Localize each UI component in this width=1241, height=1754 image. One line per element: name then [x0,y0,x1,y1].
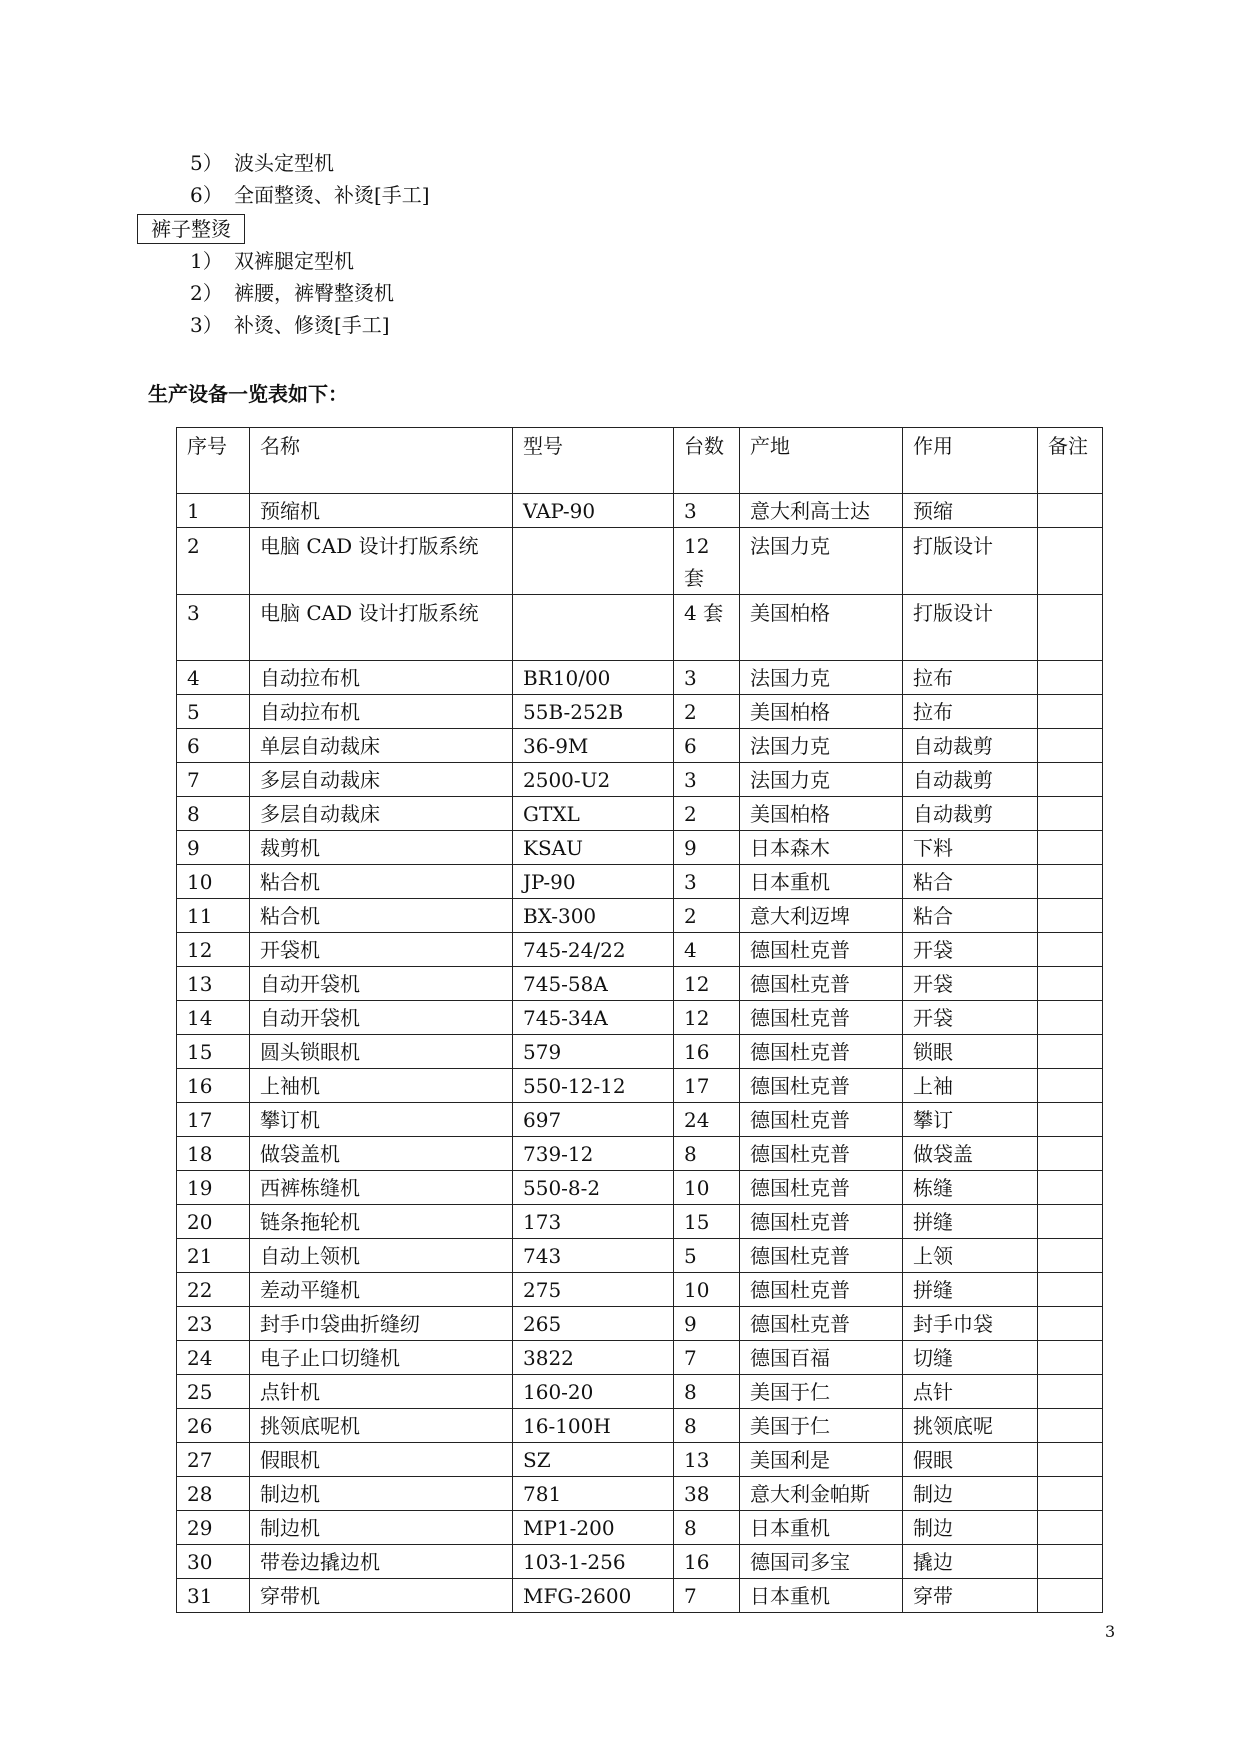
table-row [177,729,1103,763]
cell-note [1038,661,1103,695]
cell-origin: 德国杜克普 [740,1307,903,1341]
cell-origin: 德国杜克普 [740,1205,903,1239]
cell-no: 27 [177,1443,250,1477]
cell-origin: 美国利是 [740,1443,903,1477]
table-heading: 生产设备一览表如下： [148,382,348,406]
list-item-number: 6） [190,183,223,207]
cell-note [1038,1545,1103,1579]
cell-qty: 4 套 [674,595,740,661]
cell-qty: 2 [674,695,740,729]
cell-origin: 美国柏格 [740,695,903,729]
table-header-row [177,428,1103,494]
cell-qty: 17 [674,1069,740,1103]
cell-use: 假眼 [903,1443,1038,1477]
equipment-table-body [177,428,1103,1613]
table-row [177,933,1103,967]
cell-no: 5 [177,695,250,729]
list-item-text: 波头定型机 [234,151,334,175]
list-item [190,181,430,209]
cell-model: 550-8-2 [513,1171,674,1205]
cell-origin: 日本森木 [740,831,903,865]
cell-name: 粘合机 [250,899,513,933]
table-row [177,865,1103,899]
cell-use: 开袋 [903,933,1038,967]
cell-origin: 德国杜克普 [740,1103,903,1137]
cell-note [1038,494,1103,528]
cell-model: 579 [513,1035,674,1069]
cell-no: 18 [177,1137,250,1171]
cell-origin: 法国力克 [740,729,903,763]
cell-note [1038,899,1103,933]
cell-model: 275 [513,1273,674,1307]
cell-qty: 4 [674,933,740,967]
cell-use: 粘合 [903,899,1038,933]
cell-no: 10 [177,865,250,899]
cell-no: 22 [177,1273,250,1307]
table-row [177,1409,1103,1443]
cell-no: 30 [177,1545,250,1579]
column-header: 序号 [177,428,250,494]
column-header: 型号 [513,428,674,494]
cell-model: BX-300 [513,899,674,933]
cell-qty: 3 [674,865,740,899]
cell-name: 穿带机 [250,1579,513,1613]
cell-name: 挑领底呢机 [250,1409,513,1443]
cell-note [1038,1273,1103,1307]
cell-note [1038,1307,1103,1341]
cell-model: 550-12-12 [513,1069,674,1103]
table-row [177,1273,1103,1307]
page-number: 3 [1105,1622,1116,1641]
cell-note [1038,1579,1103,1613]
cell-model: 173 [513,1205,674,1239]
list-item [190,279,394,307]
cell-name: 做袋盖机 [250,1137,513,1171]
cell-origin: 德国杜克普 [740,1171,903,1205]
cell-name: 封手巾袋曲折缝纫 [250,1307,513,1341]
cell-no: 21 [177,1239,250,1273]
cell-no: 25 [177,1375,250,1409]
cell-note [1038,831,1103,865]
cell-qty: 3 [674,661,740,695]
cell-name: 攀订机 [250,1103,513,1137]
cell-name: 电脑 CAD 设计打版系统 [250,528,513,595]
cell-use: 做袋盖 [903,1137,1038,1171]
cell-note [1038,967,1103,1001]
column-header: 台数 [674,428,740,494]
cell-name: 链条拖轮机 [250,1205,513,1239]
cell-note [1038,1171,1103,1205]
cell-note [1038,1511,1103,1545]
cell-name: 电子止口切缝机 [250,1341,513,1375]
cell-origin: 德国杜克普 [740,1035,903,1069]
cell-use: 拼缝 [903,1273,1038,1307]
cell-qty: 7 [674,1341,740,1375]
cell-note [1038,797,1103,831]
table-row [177,1443,1103,1477]
cell-no: 11 [177,899,250,933]
cell-qty: 24 [674,1103,740,1137]
cell-origin: 德国杜克普 [740,1001,903,1035]
cell-origin: 德国杜克普 [740,967,903,1001]
cell-no: 14 [177,1001,250,1035]
cell-qty: 8 [674,1511,740,1545]
cell-no: 24 [177,1341,250,1375]
cell-use: 挑领底呢 [903,1409,1038,1443]
cell-no: 12 [177,933,250,967]
cell-model: 103-1-256 [513,1545,674,1579]
table-row [177,1103,1103,1137]
cell-use: 开袋 [903,967,1038,1001]
list-item [190,149,334,177]
table-row [177,695,1103,729]
cell-origin: 德国杜克普 [740,1137,903,1171]
cell-no: 17 [177,1103,250,1137]
cell-note [1038,1069,1103,1103]
cell-model: 55B-252B [513,695,674,729]
cell-model: 743 [513,1239,674,1273]
cell-model: BR10/00 [513,661,674,695]
cell-name: 制边机 [250,1477,513,1511]
cell-no: 1 [177,494,250,528]
cell-use: 拉布 [903,695,1038,729]
table-row [177,831,1103,865]
cell-model: 160-20 [513,1375,674,1409]
cell-qty: 38 [674,1477,740,1511]
cell-note [1038,1375,1103,1409]
cell-qty: 10 [674,1171,740,1205]
cell-use: 打版设计 [903,595,1038,661]
table-row [177,1477,1103,1511]
cell-use: 上袖 [903,1069,1038,1103]
cell-use: 开袋 [903,1001,1038,1035]
cell-name: 自动开袋机 [250,967,513,1001]
cell-no: 28 [177,1477,250,1511]
table-row [177,1307,1103,1341]
cell-model: MP1-200 [513,1511,674,1545]
cell-origin: 日本重机 [740,1511,903,1545]
cell-model: 745-58A [513,967,674,1001]
cell-model: MFG-2600 [513,1579,674,1613]
column-header: 名称 [250,428,513,494]
cell-note [1038,865,1103,899]
cell-no: 15 [177,1035,250,1069]
table-row [177,595,1103,661]
cell-note [1038,1205,1103,1239]
cell-use: 栋缝 [903,1171,1038,1205]
column-header: 备注 [1038,428,1103,494]
cell-no: 16 [177,1069,250,1103]
cell-origin: 美国于仁 [740,1375,903,1409]
table-row [177,1205,1103,1239]
table-row [177,967,1103,1001]
list-item [190,311,390,339]
cell-use: 切缝 [903,1341,1038,1375]
table-row [177,661,1103,695]
cell-origin: 意大利高士达 [740,494,903,528]
cell-name: 开袋机 [250,933,513,967]
cell-use: 自动裁剪 [903,797,1038,831]
cell-origin: 法国力克 [740,661,903,695]
cell-origin: 美国于仁 [740,1409,903,1443]
cell-note [1038,729,1103,763]
cell-qty: 2 [674,899,740,933]
cell-use: 上领 [903,1239,1038,1273]
section-label-box: 裤子整烫 [137,214,245,244]
cell-model [513,595,674,661]
list-item-number: 1） [190,249,223,273]
list-item-text: 补烫、修烫[手工] [234,313,390,337]
cell-no: 13 [177,967,250,1001]
cell-qty: 5 [674,1239,740,1273]
cell-model: 16-100H [513,1409,674,1443]
table-row [177,1137,1103,1171]
cell-name: 点针机 [250,1375,513,1409]
cell-qty: 8 [674,1409,740,1443]
cell-origin: 意大利迈埤 [740,899,903,933]
cell-origin: 日本重机 [740,1579,903,1613]
cell-use: 拼缝 [903,1205,1038,1239]
cell-name: 假眼机 [250,1443,513,1477]
cell-qty: 7 [674,1579,740,1613]
cell-origin: 德国百福 [740,1341,903,1375]
cell-no: 2 [177,528,250,595]
cell-note [1038,595,1103,661]
cell-use: 自动裁剪 [903,729,1038,763]
cell-no: 29 [177,1511,250,1545]
cell-use: 打版设计 [903,528,1038,595]
cell-use: 撬边 [903,1545,1038,1579]
cell-model: 781 [513,1477,674,1511]
cell-no: 23 [177,1307,250,1341]
cell-name: 多层自动裁床 [250,763,513,797]
cell-origin: 德国杜克普 [740,1069,903,1103]
cell-note [1038,1035,1103,1069]
cell-model: 36-9M [513,729,674,763]
cell-no: 3 [177,595,250,661]
table-row [177,1511,1103,1545]
cell-model: 2500-U2 [513,763,674,797]
cell-model: 3822 [513,1341,674,1375]
cell-model [513,528,674,595]
cell-note [1038,1239,1103,1273]
cell-name: 自动拉布机 [250,695,513,729]
cell-use: 封手巾袋 [903,1307,1038,1341]
table-row [177,1239,1103,1273]
cell-model: KSAU [513,831,674,865]
column-header: 产地 [740,428,903,494]
list-item-number: 2） [190,281,223,305]
cell-no: 31 [177,1579,250,1613]
list-item [190,247,354,275]
cell-no: 8 [177,797,250,831]
cell-no: 26 [177,1409,250,1443]
cell-qty: 15 [674,1205,740,1239]
table-row [177,1069,1103,1103]
cell-qty: 3 [674,494,740,528]
cell-note [1038,695,1103,729]
cell-name: 多层自动裁床 [250,797,513,831]
cell-use: 制边 [903,1477,1038,1511]
cell-note [1038,1477,1103,1511]
table-row [177,1001,1103,1035]
cell-origin: 法国力克 [740,528,903,595]
cell-no: 6 [177,729,250,763]
list-item-text: 裤腰，裤臀整烫机 [234,281,394,305]
cell-no: 4 [177,661,250,695]
cell-name: 预缩机 [250,494,513,528]
cell-name: 粘合机 [250,865,513,899]
cell-name: 制边机 [250,1511,513,1545]
cell-note [1038,1001,1103,1035]
cell-qty: 2 [674,797,740,831]
cell-note [1038,933,1103,967]
table-row [177,1375,1103,1409]
equipment-table [176,427,1103,1613]
cell-no: 9 [177,831,250,865]
table-row [177,528,1103,595]
cell-qty: 9 [674,1307,740,1341]
cell-no: 19 [177,1171,250,1205]
cell-note [1038,1137,1103,1171]
cell-qty: 16 [674,1035,740,1069]
cell-name: 自动拉布机 [250,661,513,695]
cell-name: 西裤栋缝机 [250,1171,513,1205]
cell-note [1038,528,1103,595]
table-row [177,1171,1103,1205]
cell-note [1038,1409,1103,1443]
cell-use: 穿带 [903,1579,1038,1613]
list-item-number: 5） [190,151,223,175]
cell-note [1038,1341,1103,1375]
cell-qty: 9 [674,831,740,865]
cell-note [1038,1443,1103,1477]
cell-qty: 6 [674,729,740,763]
cell-origin: 美国柏格 [740,797,903,831]
table-row [177,1579,1103,1613]
cell-origin: 德国杜克普 [740,1273,903,1307]
cell-origin: 美国柏格 [740,595,903,661]
table-row [177,1035,1103,1069]
table-row [177,899,1103,933]
table-row [177,763,1103,797]
cell-model: 745-34A [513,1001,674,1035]
cell-name: 带卷边撬边机 [250,1545,513,1579]
column-header: 作用 [903,428,1038,494]
cell-origin: 法国力克 [740,763,903,797]
cell-origin: 意大利金帕斯 [740,1477,903,1511]
cell-model: GTXL [513,797,674,831]
cell-name: 自动开袋机 [250,1001,513,1035]
cell-name: 单层自动裁床 [250,729,513,763]
cell-name: 圆头锁眼机 [250,1035,513,1069]
cell-model: SZ [513,1443,674,1477]
cell-model: 739-12 [513,1137,674,1171]
cell-qty: 12 [674,1001,740,1035]
table-row [177,1341,1103,1375]
table-row [177,494,1103,528]
cell-qty: 13 [674,1443,740,1477]
cell-use: 锁眼 [903,1035,1038,1069]
list-item-text: 全面整烫、补烫[手工] [234,183,430,207]
cell-use: 攀订 [903,1103,1038,1137]
cell-origin: 日本重机 [740,865,903,899]
cell-name: 差动平缝机 [250,1273,513,1307]
cell-origin: 德国司多宝 [740,1545,903,1579]
cell-name: 裁剪机 [250,831,513,865]
cell-model: VAP-90 [513,494,674,528]
cell-use: 点针 [903,1375,1038,1409]
cell-model: 265 [513,1307,674,1341]
cell-model: 697 [513,1103,674,1137]
cell-use: 自动裁剪 [903,763,1038,797]
cell-use: 下料 [903,831,1038,865]
cell-no: 7 [177,763,250,797]
cell-use: 预缩 [903,494,1038,528]
cell-qty: 16 [674,1545,740,1579]
cell-origin: 德国杜克普 [740,933,903,967]
list-item-text: 双裤腿定型机 [234,249,354,273]
cell-origin: 德国杜克普 [740,1239,903,1273]
cell-qty: 12 套 [674,528,740,595]
cell-qty: 12 [674,967,740,1001]
list-item-number: 3） [190,313,223,337]
cell-model: 745-24/22 [513,933,674,967]
cell-use: 制边 [903,1511,1038,1545]
cell-qty: 8 [674,1137,740,1171]
cell-no: 20 [177,1205,250,1239]
table-row [177,797,1103,831]
cell-note [1038,763,1103,797]
cell-name: 电脑 CAD 设计打版系统 [250,595,513,661]
cell-qty: 10 [674,1273,740,1307]
cell-note [1038,1103,1103,1137]
table-row [177,1545,1103,1579]
cell-model: JP-90 [513,865,674,899]
cell-qty: 8 [674,1375,740,1409]
cell-name: 自动上领机 [250,1239,513,1273]
cell-name: 上袖机 [250,1069,513,1103]
cell-qty: 3 [674,763,740,797]
cell-use: 拉布 [903,661,1038,695]
cell-use: 粘合 [903,865,1038,899]
